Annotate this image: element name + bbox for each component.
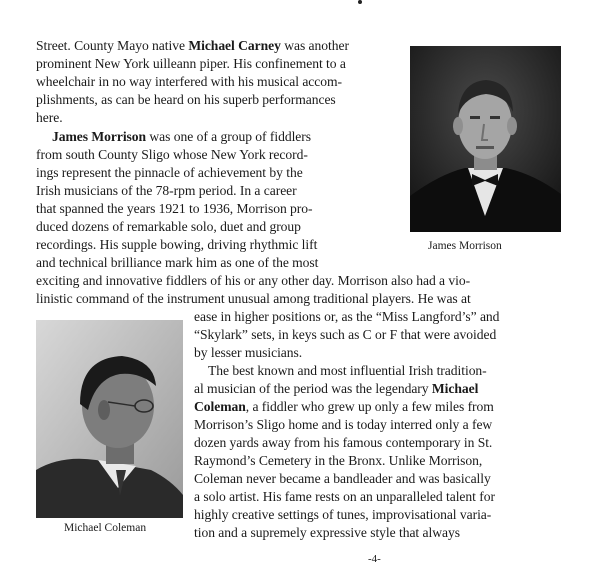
text-run: ease in higher positions or, as the “Miss Langford’s” and: [194, 309, 500, 324]
print-mark: [358, 0, 362, 4]
coleman-caption: Michael Coleman: [64, 522, 147, 534]
text-line: [194, 381, 478, 397]
text-run: exciting and innovative fiddlers of his or any other day. Morrison also had a vio-: [36, 273, 471, 288]
text-run: Morrison’s Sligo home and is today interred only a few: [194, 417, 493, 432]
text-run: prominent New York uilleann piper. His confinement to a: [36, 56, 346, 71]
text-line: [36, 110, 63, 126]
text-run: dozen yards away from his famous contemporary in St.: [194, 435, 493, 450]
james-morrison-photo: [410, 46, 561, 232]
text-line: [194, 327, 496, 343]
text-line: [36, 291, 471, 307]
michael-coleman-photo: [36, 320, 183, 518]
text-line: [36, 165, 303, 181]
text-run: ings represent the pinnacle of achievement by the: [36, 165, 303, 180]
page-number: -4-: [368, 553, 381, 565]
text-run: tion and a supremely expressive style that always: [194, 525, 460, 540]
text-line: [194, 399, 494, 415]
text-line: [36, 219, 301, 235]
portrait-image: [410, 46, 561, 232]
text-line: [194, 507, 491, 523]
bold-name: Coleman: [194, 399, 246, 414]
text-line: [194, 309, 499, 325]
text-run: was one of a group of fiddlers: [146, 129, 311, 144]
text-line: [194, 345, 302, 361]
text-run: by lesser musicians.: [194, 345, 303, 360]
bold-name: Michael: [431, 381, 479, 396]
text-line: [36, 201, 313, 217]
text-run: Street. County Mayo native: [36, 38, 189, 53]
text-line: [194, 453, 482, 469]
text-run: and technical brilliance mark him as one of the most: [36, 255, 319, 270]
text-run: Raymond’s Cemetery in the Bronx. Unlike Morrison,: [194, 453, 483, 468]
text-run: from south County Sligo whose New York record-: [36, 147, 308, 162]
text-run: linistic command of the instrument unusual among traditional players. He was at: [36, 291, 471, 306]
text-line: [36, 237, 317, 253]
text-line: [194, 435, 492, 451]
text-line: [194, 525, 460, 541]
text-run: plishments, as can be heard on his superb performances: [36, 92, 336, 107]
text-line: [194, 471, 491, 487]
bold-name: James Morrison: [52, 129, 147, 144]
text-run: that spanned the years 1921 to 1936, Morrison pro-: [36, 201, 313, 216]
text-run: here.: [36, 110, 63, 125]
text-run: The best known and most influential Irish tradition-: [208, 363, 487, 378]
text-line: [36, 273, 470, 289]
text-line: [36, 38, 349, 54]
text-run: a solo artist. His fame rests on an unparalleled talent for: [194, 489, 495, 504]
text-run: “Skylark” sets, in keys such as C or F that were avoided: [194, 327, 497, 342]
text-run: al musician of the period was the legendary: [194, 381, 432, 396]
text-line: [36, 56, 346, 72]
text-run: Coleman never became a bandleader and was basically: [194, 471, 491, 486]
text-line: [208, 363, 487, 379]
text-run: Irish musicians of the 78-rpm period. In a career: [36, 183, 297, 198]
morrison-caption: James Morrison: [428, 240, 502, 252]
text-run: , a fiddler who grew up only a few miles from: [245, 399, 494, 414]
text-run: wheelchair in no way interfered with his musical accom-: [36, 74, 343, 89]
portrait-image: [36, 320, 183, 518]
text-run: duced dozens of remarkable solo, duet and group: [36, 219, 301, 234]
text-line: [194, 417, 492, 433]
text-line: [36, 183, 297, 199]
text-line: [36, 74, 342, 90]
text-line: [36, 255, 318, 271]
text-line: [52, 129, 311, 145]
text-run: highly creative settings of tunes, improvisational varia-: [194, 507, 492, 522]
text-run: recordings. His supple bowing, driving rhythmic lift: [36, 237, 318, 252]
text-line: [194, 489, 495, 505]
text-run: was another: [280, 38, 349, 53]
text-line: [36, 92, 336, 108]
text-line: [36, 147, 308, 163]
bold-name: Michael Carney: [188, 38, 281, 53]
